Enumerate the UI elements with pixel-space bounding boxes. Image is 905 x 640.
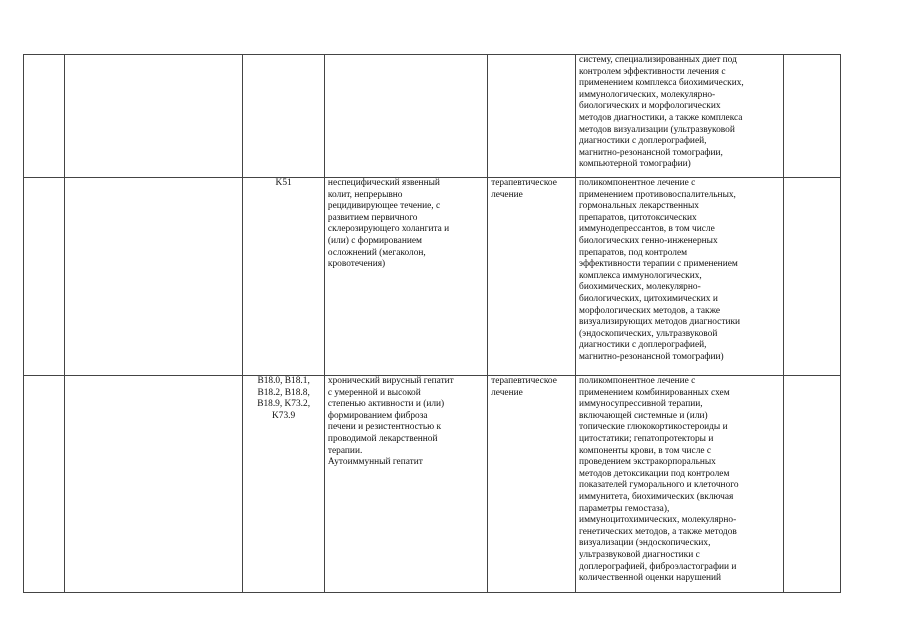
text-line: визуализации (эндоскопических,: [579, 538, 711, 549]
text-line: параметры гемостаза),: [579, 503, 670, 514]
text-line: поликомпонентное лечение с: [579, 178, 696, 188]
text-line: осложнений (мегаколон,: [327, 247, 426, 258]
text-line: цитостатики; гепатопротекторы и: [579, 433, 714, 444]
text-line: (эндоскопических, ультразвуковой: [579, 328, 718, 339]
diagnosis-cell: [324, 178, 487, 376]
norm-cell: [783, 55, 840, 178]
text-line: биологических, цитохимических и: [579, 293, 718, 304]
text-line: терапии.: [327, 445, 363, 456]
text-line: ультразвуковой диагностики с: [579, 549, 700, 560]
text-line: диагностики с доплерографией,: [579, 340, 707, 351]
text-line: эффективности терапии с применением: [579, 259, 738, 270]
text-line: склерозирующего холангита и: [327, 224, 450, 235]
care-type-cell: [488, 376, 576, 593]
norm-cell: [783, 376, 840, 593]
text-line: иммунитета, биохимических (включая: [579, 491, 734, 502]
text-line: применением комплекса биохимических,: [579, 78, 744, 89]
row-number-cell: [24, 376, 65, 593]
text-line: лечение: [491, 387, 523, 398]
icd-code-cell: [243, 55, 325, 178]
text-line: K51: [275, 178, 292, 188]
text-line: препаратов, цитотоксических: [579, 212, 697, 223]
text-line: K73.9: [272, 410, 296, 421]
text-line: (или) с формированием: [327, 235, 422, 246]
text-line: магнитно-резонансной томографии,: [579, 147, 723, 158]
table-row: [24, 178, 841, 376]
text-line: комплекса иммунологических,: [579, 270, 702, 281]
treatment-method-cell: [576, 178, 784, 376]
text-line: генетических методов, а также методов: [579, 526, 737, 537]
text-line: рецидивирующее течение, с: [327, 201, 441, 212]
text-line: B18.0, B18.1,: [257, 376, 310, 386]
text-line: гормональных лекарственных: [579, 201, 699, 212]
text-line: иммунодепрессантов, в том числе: [579, 224, 715, 235]
diagnosis-cell: [324, 376, 487, 593]
care-profile-cell: [65, 376, 243, 593]
text-line: иммуносупрессивной терапии,: [579, 399, 703, 410]
row-number-cell: [24, 55, 65, 178]
text-line: биохимических, молекулярно-: [579, 282, 701, 293]
text-line: диагностики с доплерографией,: [579, 136, 707, 147]
text-line: лечение: [491, 189, 523, 200]
table-row: [24, 55, 841, 178]
diagnosis-cell: [324, 55, 487, 178]
text-line: биологических и морфологических: [579, 101, 721, 112]
treatment-method-cell: [576, 55, 784, 178]
text-line: методов детоксикации под контролем: [579, 468, 730, 479]
text-line: поликомпонентное лечение с: [579, 376, 696, 386]
text-line: биологических генно-инженерных: [579, 235, 718, 246]
text-line: колит, непрерывно: [327, 189, 403, 200]
text-line: контролем эффективности лечения с: [579, 66, 726, 77]
text-line: иммунологических, молекулярно-: [579, 89, 716, 100]
text-line: B18.9, K73.2,: [257, 399, 311, 410]
text-line: применением комбинированных схем: [579, 387, 730, 398]
text-line: морфологических методов, а также: [579, 305, 721, 316]
text-line: неспецифический язвенный: [327, 178, 440, 188]
text-line: B18.2, B18.8,: [257, 387, 310, 398]
text-line: иммуноцитохимических, молекулярно-: [579, 515, 737, 526]
text-line: препаратов, под контролем: [579, 247, 688, 258]
care-profile-cell: [65, 55, 243, 178]
treatment-method-cell: [576, 376, 784, 593]
text-line: проводимой лекарственной: [327, 433, 438, 444]
care-type-cell: [488, 178, 576, 376]
icd-code-cell: [243, 376, 325, 593]
text-line: систему, специализированных диет под: [579, 55, 737, 65]
text-line: Аутоиммунный гепатит: [327, 457, 423, 468]
text-line: печени и резистентностью к: [327, 422, 442, 433]
text-line: применением противовоспалительных,: [579, 189, 736, 200]
text-line: хронический вирусный гепатит: [327, 376, 454, 386]
text-line: терапевтическое: [491, 376, 557, 386]
icd-code-cell: [243, 178, 325, 376]
row-number-cell: [24, 178, 65, 376]
text-line: количественной оценки нарушений: [579, 573, 722, 584]
text-line: проведением экстракорпоральных: [579, 457, 716, 468]
text-line: развитием первичного: [327, 212, 418, 223]
text-line: компоненты крови, в том числе с: [579, 445, 712, 456]
text-line: показателей гуморального и клеточного: [579, 480, 739, 491]
text-line: включающей системные и (или): [579, 410, 708, 421]
care-type-cell: [488, 55, 576, 178]
text-line: топические глюкокортикостероиды и: [579, 422, 728, 433]
medical-care-table: [23, 54, 841, 593]
norm-cell: [783, 178, 840, 376]
text-line: магнитно-резонансной томографии): [579, 351, 724, 362]
text-line: кровотечения): [327, 259, 386, 270]
text-line: степенью активности и (или): [327, 399, 445, 410]
text-line: терапевтическое: [491, 178, 557, 188]
care-profile-cell: [65, 178, 243, 376]
text-line: компьютерной томографии): [579, 159, 691, 170]
text-line: визуализирующих методов диагностики: [579, 317, 741, 328]
text-line: методов диагностики, а также комплекса: [579, 112, 743, 123]
text-line: методов визуализации (ультразвуковой: [579, 124, 735, 135]
text-line: формированием фиброза: [327, 410, 428, 421]
table-row: [24, 376, 841, 593]
text-line: с умеренной и высокой: [327, 387, 421, 398]
text-line: доплерографией, фиброэластографии и: [579, 561, 737, 572]
